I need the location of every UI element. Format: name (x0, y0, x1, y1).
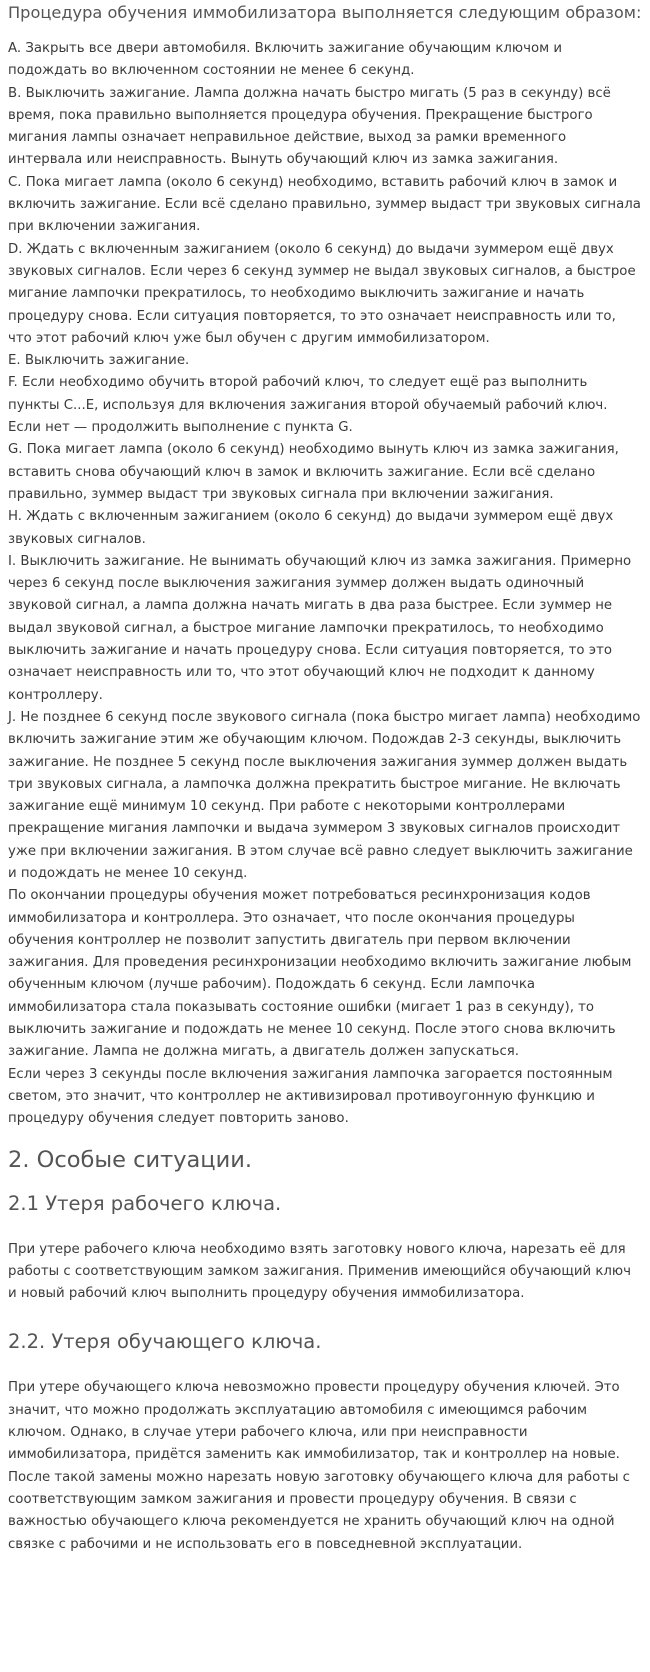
step-d: D. Ждать с включенным зажиганием (около 6 секунд) до выдачи зуммером ещё двух звуковых сигналов. Если через 6 секунд зуммер не выдал звуковых сигналов, а быстрое мигание лампочки прекратилось, то необходимо выключить зажигание и начать процедуру снова. Если ситуация повторяется, то это означает неисправность или то, что этот рабочий ключ уже был обучен с другим иммобилизатором. (8, 241, 636, 346)
step-e: E. Выключить зажигание. (8, 353, 190, 369)
subsection-2-1-title: 2.1 Утеря рабочего ключа. (8, 1191, 282, 1215)
step-g: G. Пока мигает лампа (около 6 секунд) необходимо вынуть ключ из замка зажигания, вставить снова обучающий ключ в замок и включить зажигание. Если всё сделано правильно, зуммер выдаст три звуковых сигнала при включении зажигания. (8, 442, 619, 502)
constant-light-paragraph: Если через 3 секунды после включения зажигания лампочка загорается постоянным светом, это значит, что контроллер не активизировал противоугонную функцию и процедуру обучения следует повторить заново. (8, 1066, 613, 1127)
subsection-2-1-text: При утере рабочего ключа необходимо взять заготовку нового ключа, нарезать её для работы с соответствующим замком зажигания. Применив имеющийся обучающий ключ и новый рабочий ключ выполнить процедуру обучения иммобилизатора. (8, 1241, 631, 1302)
procedure-steps (8, 38, 642, 1131)
step-i: I. Выключить зажигание. Не вынимать обучающий ключ из замка зажигания. Примерно через 6 секунд после выключения зажигания зуммер должен выдать одиночный звуковой сигнал, а лампа должна начать мигать в два раза быстрее. Если зуммер не выдал звуковой сигнал, а быстрое мигание лампочки прекратилось, то необходимо выключить зажигание и начать процедуру снова. Если ситуация повторяется, то это означает неисправность или то, что этот обучающий ключ не подходит к данному контроллеру. (8, 553, 632, 703)
intro-heading: Процедура обучения иммобилизатора выполняется следующим образом: (8, 3, 642, 22)
step-j: J. Не позднее 6 секунд после звукового сигнала (пока быстро мигает лампа) необходимо включить зажигание этим же обучающим ключом. Подождав 2-3 секунды, выключить зажигание. Не позднее 5 секунд после выключения зажигания зуммер должен выдать три звуковых сигнала, а лампочка должна прекратить быстрое мигание. Не включать зажигание ещё минимум 10 секунд. При работе с некоторыми контроллерами прекращение мигания лампочки и выдача зуммером 3 звуковых сигналов происходит уже при включении зажигания. В этом случае всё равно следует выключить зажигание и подождать не менее 10 секунд. (8, 709, 641, 881)
step-a: A. Закрыть все двери автомобиля. Включить зажигание обучающим ключом и подождать во включенном состоянии не менее 6 секунд. (8, 41, 562, 79)
resync-paragraph: По окончании процедуры обучения может потребоваться ресинхронизация кодов иммобилизатора и контроллера. Это означает, что после окончания процедуры обучения контроллер не позволит запустить двигатель при первом включении зажигания. Для проведения ресинхронизации необходимо включить зажигание любым обученным ключом (лучше рабочим). Подождать 6 секунд. Если лампочка иммобилизатора стала показывать состояние ошибки (мигает 1 раз в секунду), то выключить зажигание и подождать не менее 10 секунд. После этого снова включить зажигание. Лампа не должна мигать, а двигатель должен запускаться. (8, 888, 632, 1060)
step-f: F. Если необходимо обучить второй рабочий ключ, то следует ещё раз выполнить пункты C...E, используя для включения зажигания второй обучаемый рабочий ключ. Если нет — продолжить выполнение с пункта G. (8, 375, 608, 436)
step-b: B. Выключить зажигание. Лампа должна начать быстро мигать (5 раз в секунду) всё время, пока правильно выполняется процедура обучения. Прекращение быстрого мигания лампы означает неправильное действие, выход за рамки временного интервала или неисправность. Вынуть обучающий ключ из замка зажигания. (8, 85, 611, 168)
section-2-title: 2. Особые ситуации. (8, 1146, 253, 1173)
step-h: H. Ждать с включенным зажиганием (около 6 секунд) до выдачи зуммером ещё двух звуковых сигналов. (8, 509, 614, 547)
subsection-2-2-text: При утере обучающего ключа невозможно провести процедуру обучения ключей. Это значит, что можно продолжать эксплуатацию автомобиля с имеющимся рабочим ключом. Однако, в случае утери рабочего ключа, или при неисправности иммобилизатора, придётся заменить как иммобилизатор, так и контроллер на новые. После такой замены можно нарезать новую заготовку обучающего ключа для работы с соответствующим замком зажигания и провести процедуру обучения. В связи с важностью обучающего ключа рекомендуется не хранить обучающий ключ на одной связке с рабочими и не использовать его в повседневной эксплуатации. (8, 1380, 630, 1552)
subsection-2-2-title: 2.2. Утеря обучающего ключа. (8, 1330, 322, 1354)
step-c: C. Пока мигает лампа (около 6 секунд) необходимо, вставить рабочий ключ в замок и включить зажигание. Если всё сделано правильно, зуммер выдаст три звуковых сигнала при включении зажигания. (8, 174, 641, 235)
